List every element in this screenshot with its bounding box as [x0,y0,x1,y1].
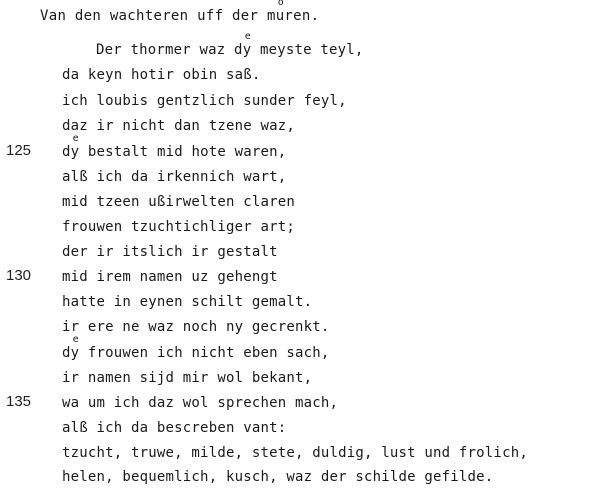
verse-line: ir ere ne waz noch ny gecrenkt. [62,319,330,335]
line-number: 135 [6,393,32,410]
heading-prefix: Van den wachteren uff der m [40,8,276,24]
verse-line: ich loubis gentzlich sunder feyl, [62,93,347,109]
line-number: 125 [6,142,32,159]
superscript-letter [242,31,252,58]
heading-superscript-mark: o [277,0,285,8]
verse-line [62,133,287,160]
base-letter: y [242,42,252,58]
verse-line: wa um ich daz wol sprechen mach, [62,395,339,411]
verse-text-pre: Der thormer waz d [96,42,243,58]
verse-line: frouwen tzuchtichliger art; [62,219,295,235]
verse-line: da keyn hotir obin saß. [62,67,261,83]
verse-line: alß ich da irkennich wart, [62,169,287,185]
verse-text-post: frouwen ich nicht eben sach, [79,345,330,361]
verse-line: helen, bequemlich, kusch, waz der schilde gefilde. [62,469,494,485]
heading-base-letter: u [275,8,285,24]
verse-text-pre: d [62,345,71,361]
verse-line: daz ir nicht dan tzene waz, [62,118,295,134]
superscript-mark: e [72,334,79,345]
heading-superscript-letter [275,0,285,24]
verse-line: mid irem namen uz gehengt [62,269,278,285]
verse-text-pre: d [62,144,71,160]
verse-line: tzucht, truwe, milde, stete, duldig, lust und frolich, [62,445,528,461]
verse-text-post: bestalt mid hote waren, [79,144,287,160]
superscript-mark: e [244,31,251,42]
superscript-letter [70,133,80,160]
verse-line: alß ich da bescreben vant: [62,420,287,436]
verse-line: der ir itslich ir gestalt [62,244,278,260]
verse-text-post: meyste teyl, [251,42,364,58]
base-letter: y [70,345,80,361]
superscript-mark: e [72,133,79,144]
verse-line: hatte in eynen schilt gemalt. [62,294,313,310]
base-letter: y [70,144,80,160]
superscript-letter [70,334,80,361]
poem-heading [40,0,320,24]
verse-line: ir namen sijd mir wol bekant, [62,370,313,386]
verse-line [96,31,364,58]
heading-suffix: ren. [284,8,320,24]
verse-line: mid tzeen ußirwelten claren [62,194,295,210]
line-number: 130 [6,267,32,284]
verse-line [62,334,330,361]
